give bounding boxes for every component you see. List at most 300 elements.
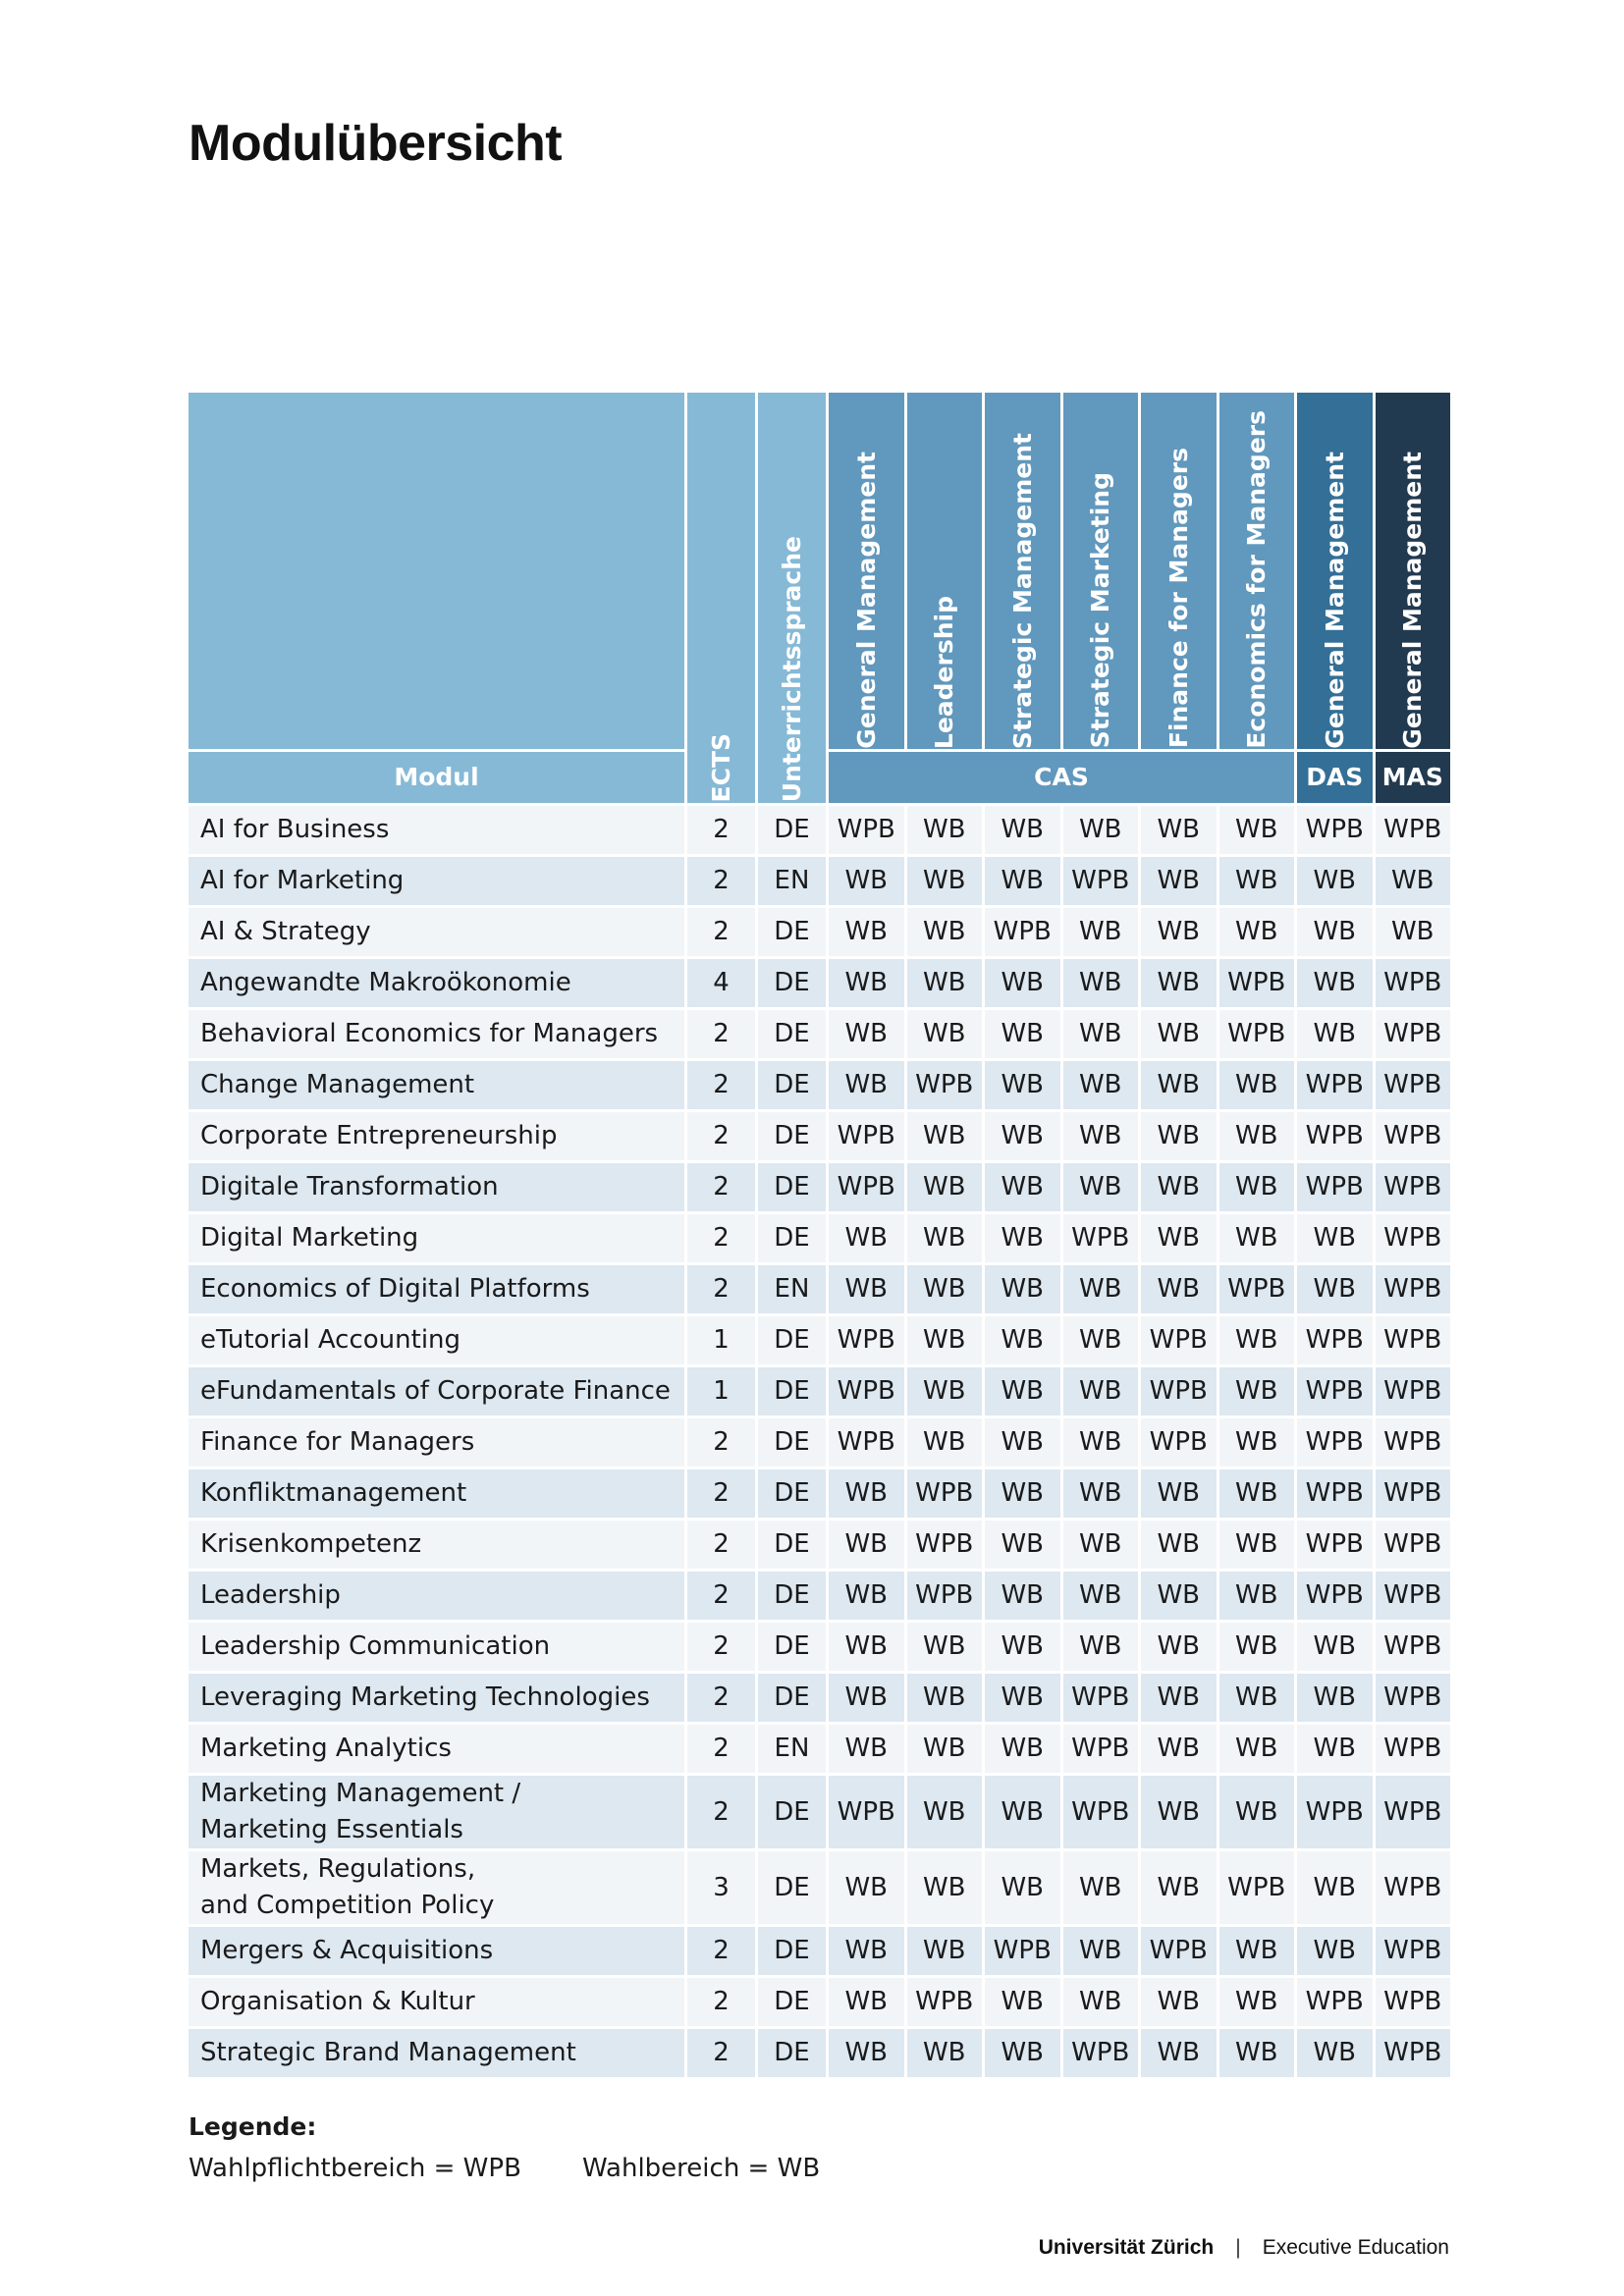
ects-value: 1 <box>687 1364 758 1415</box>
module-name-line: Organisation & Kultur <box>200 1987 475 2017</box>
module-status-cell: WB <box>985 1262 1063 1313</box>
table-row <box>189 1671 1453 1722</box>
language-value: DE <box>758 1518 829 1569</box>
module-name <box>189 1671 687 1722</box>
ects-value: 2 <box>687 1467 758 1518</box>
table-row <box>189 1109 1453 1160</box>
module-status-cell: WB <box>985 1975 1063 2026</box>
module-status-cell: WB <box>829 1620 907 1671</box>
module-status-cell: WB <box>985 1007 1063 1058</box>
module-status-cell: WB <box>1141 1620 1219 1671</box>
module-name-line: Marketing Management / <box>200 1778 521 1808</box>
module-status-cell: WB <box>1297 1262 1376 1313</box>
table-row <box>189 803 1453 854</box>
module-status-cell: WB <box>829 1058 907 1109</box>
page-title: Modulübersicht <box>189 115 563 172</box>
module-status-cell: WB <box>1141 905 1219 956</box>
module-status-cell: WB <box>907 2026 986 2077</box>
table-row <box>189 1518 1453 1569</box>
module-name <box>189 1848 687 1924</box>
module-name-line: AI for Business <box>200 815 390 845</box>
module-status-cell: WPB <box>1297 803 1376 854</box>
module-status-cell: WB <box>829 2026 907 2077</box>
ects-value: 4 <box>687 956 758 1007</box>
language-value: DE <box>758 1415 829 1467</box>
module-status-cell: WB <box>1297 1007 1376 1058</box>
module-status-cell: WB <box>1219 803 1298 854</box>
module-status-cell: WB <box>829 1924 907 1975</box>
module-status-cell: WPB <box>1376 1518 1454 1569</box>
ects-value: 2 <box>687 1160 758 1211</box>
language-value: EN <box>758 1262 829 1313</box>
footer-university: Universität Zürich <box>1038 2236 1215 2259</box>
column-header-cas-leadership: Leadership <box>907 393 986 749</box>
module-status-cell: WPB <box>829 1313 907 1364</box>
module-status-cell: WPB <box>829 1109 907 1160</box>
module-status-cell: WB <box>1141 1058 1219 1109</box>
module-status-cell: WB <box>1141 956 1219 1007</box>
module-status-cell: WB <box>985 1569 1063 1620</box>
module-status-cell: WB <box>1063 1160 1142 1211</box>
module-status-cell: WB <box>829 1262 907 1313</box>
language-value: DE <box>758 1924 829 1975</box>
module-status-cell: WB <box>985 1620 1063 1671</box>
module-status-cell: WPB <box>907 1569 986 1620</box>
ects-value: 2 <box>687 1518 758 1569</box>
module-status-cell: WPB <box>1141 1313 1219 1364</box>
module-status-cell: WB <box>1219 905 1298 956</box>
ects-value: 2 <box>687 1211 758 1262</box>
table-row <box>189 1160 1453 1211</box>
module-status-cell: WPB <box>1297 1364 1376 1415</box>
language-value: DE <box>758 1109 829 1160</box>
module-status-cell: WB <box>985 1415 1063 1467</box>
module-status-cell: WB <box>1219 1569 1298 1620</box>
group-label-mas: MAS <box>1376 749 1454 803</box>
group-label-cas: CAS <box>829 749 1297 803</box>
table-row <box>189 1313 1453 1364</box>
module-name <box>189 1262 687 1313</box>
ects-value: 2 <box>687 1722 758 1773</box>
module-name <box>189 1773 687 1848</box>
module-name <box>189 1924 687 1975</box>
module-status-cell: WB <box>1219 1467 1298 1518</box>
module-status-cell: WB <box>1297 1671 1376 1722</box>
column-header-cas-economics-for-managers: Economics for Managers <box>1219 393 1298 749</box>
module-status-cell: WB <box>829 905 907 956</box>
module-status-cell: WB <box>1219 1160 1298 1211</box>
module-status-cell: WPB <box>1376 1773 1454 1848</box>
module-name-line: Markets, Regulations, <box>200 1853 476 1884</box>
module-name <box>189 1109 687 1160</box>
language-value: DE <box>758 1313 829 1364</box>
module-name <box>189 1722 687 1773</box>
module-status-cell: WPB <box>907 1518 986 1569</box>
module-name-line: Mergers & Acquisitions <box>200 1936 494 1966</box>
module-status-cell: WB <box>1063 1518 1142 1569</box>
module-status-cell: WB <box>1297 2026 1376 2077</box>
module-status-cell: WB <box>829 1211 907 1262</box>
module-status-cell: WPB <box>1376 1262 1454 1313</box>
module-status-cell: WPB <box>985 1924 1063 1975</box>
module-status-cell: WB <box>907 1160 986 1211</box>
module-status-cell: WPB <box>1297 1569 1376 1620</box>
module-status-cell: WB <box>829 1848 907 1924</box>
module-status-cell: WPB <box>829 1415 907 1467</box>
module-status-cell: WB <box>1063 1415 1142 1467</box>
modul-header-blank <box>189 393 687 749</box>
table-row <box>189 956 1453 1007</box>
module-status-cell: WB <box>907 1007 986 1058</box>
module-status-cell: WPB <box>1297 1415 1376 1467</box>
ects-value: 2 <box>687 1058 758 1109</box>
module-status-cell: WPB <box>829 803 907 854</box>
module-status-cell: WB <box>829 1467 907 1518</box>
module-status-cell: WPB <box>1063 2026 1142 2077</box>
module-name-line: Krisenkompetenz <box>200 1529 422 1560</box>
module-status-cell: WB <box>829 854 907 905</box>
module-name-line: Change Management <box>200 1070 475 1100</box>
module-status-cell: WPB <box>1376 1975 1454 2026</box>
module-status-cell: WB <box>985 854 1063 905</box>
module-status-cell: WB <box>907 1211 986 1262</box>
module-status-cell: WB <box>1063 1007 1142 1058</box>
module-status-cell: WB <box>1063 1848 1142 1924</box>
module-name-line: and Competition Policy <box>200 1890 495 1920</box>
language-value: DE <box>758 1975 829 2026</box>
module-status-cell: WB <box>985 1773 1063 1848</box>
column-header-cas-strategic-marketing: Strategic Marketing <box>1063 393 1142 749</box>
module-status-cell: WB <box>1063 905 1142 956</box>
module-status-cell: WB <box>829 1671 907 1722</box>
sprache-header-label: Unterrichtssprache <box>778 536 806 803</box>
module-status-cell: WB <box>907 905 986 956</box>
module-status-cell: WB <box>1141 1569 1219 1620</box>
ects-value: 2 <box>687 1773 758 1848</box>
module-rows <box>189 803 1453 2077</box>
module-status-cell: WPB <box>907 1058 986 1109</box>
module-status-cell: WB <box>1297 1722 1376 1773</box>
module-name <box>189 1467 687 1518</box>
module-status-cell: WB <box>1141 1722 1219 1773</box>
module-status-cell: WB <box>907 1364 986 1415</box>
language-value: DE <box>758 1364 829 1415</box>
ects-value: 2 <box>687 1671 758 1722</box>
table-row <box>189 854 1453 905</box>
legend-title: Legende: <box>189 2112 317 2141</box>
module-status-cell: WB <box>829 1722 907 1773</box>
module-status-cell: WB <box>829 1518 907 1569</box>
module-status-cell: WPB <box>1219 1848 1298 1924</box>
table-row <box>189 2026 1453 2077</box>
module-status-cell: WPB <box>1376 803 1454 854</box>
module-status-cell: WB <box>1063 1569 1142 1620</box>
module-name-line: Leadership <box>200 1580 341 1611</box>
language-value: DE <box>758 1569 829 1620</box>
module-status-cell: WB <box>907 1924 986 1975</box>
module-status-cell: WB <box>1063 956 1142 1007</box>
language-value: DE <box>758 1007 829 1058</box>
table-row <box>189 1211 1453 1262</box>
module-status-cell: WB <box>1141 1211 1219 1262</box>
module-name <box>189 1313 687 1364</box>
language-value: DE <box>758 1467 829 1518</box>
module-status-cell: WB <box>1141 1007 1219 1058</box>
module-status-cell: WPB <box>985 905 1063 956</box>
module-status-cell: WB <box>1376 905 1454 956</box>
module-status-cell: WB <box>985 1211 1063 1262</box>
module-name <box>189 1007 687 1058</box>
ects-value: 3 <box>687 1848 758 1924</box>
language-value: DE <box>758 2026 829 2077</box>
module-status-cell: WPB <box>1376 956 1454 1007</box>
ects-header-label: ECTS <box>707 733 735 803</box>
module-status-cell: WPB <box>1297 1518 1376 1569</box>
language-value: DE <box>758 1620 829 1671</box>
module-name-line: Leadership Communication <box>200 1631 551 1662</box>
module-status-cell: WB <box>1297 854 1376 905</box>
module-status-cell: WB <box>1141 854 1219 905</box>
module-status-cell: WB <box>1063 1467 1142 1518</box>
ects-value: 2 <box>687 1569 758 1620</box>
module-status-cell: WB <box>985 1722 1063 1773</box>
language-value: DE <box>758 1773 829 1848</box>
module-status-cell: WB <box>907 1722 986 1773</box>
module-status-cell: WB <box>1063 1975 1142 2026</box>
module-status-cell: WPB <box>1063 1722 1142 1773</box>
module-name <box>189 1975 687 2026</box>
table-row <box>189 1975 1453 2026</box>
module-status-cell: WB <box>1063 1262 1142 1313</box>
table-row <box>189 1620 1453 1671</box>
module-status-cell: WPB <box>1141 1364 1219 1415</box>
module-status-cell: WB <box>907 854 986 905</box>
column-header-mas-general-management: General Management <box>1376 393 1454 749</box>
module-status-cell: WB <box>1141 2026 1219 2077</box>
module-status-cell: WB <box>1219 1211 1298 1262</box>
ects-value: 2 <box>687 1007 758 1058</box>
module-status-cell: WB <box>985 1467 1063 1518</box>
module-status-cell: WB <box>985 1518 1063 1569</box>
ects-value: 2 <box>687 2026 758 2077</box>
table-row <box>189 1364 1453 1415</box>
module-status-cell: WB <box>985 1364 1063 1415</box>
module-status-cell: WB <box>985 956 1063 1007</box>
modul-header-label: Modul <box>189 749 687 803</box>
module-name <box>189 905 687 956</box>
module-status-cell: WB <box>1063 803 1142 854</box>
module-status-cell: WB <box>985 1848 1063 1924</box>
module-status-cell: WPB <box>1141 1924 1219 1975</box>
module-name-line: AI & Strategy <box>200 917 371 947</box>
ects-value: 2 <box>687 1620 758 1671</box>
module-name <box>189 2026 687 2077</box>
module-status-cell: WPB <box>1219 1007 1298 1058</box>
module-status-cell: WB <box>985 803 1063 854</box>
table-row <box>189 1722 1453 1773</box>
ects-value: 2 <box>687 905 758 956</box>
module-status-cell: WB <box>1297 1211 1376 1262</box>
module-status-cell: WB <box>1141 1467 1219 1518</box>
module-name-line: eFundamentals of Corporate Finance <box>200 1376 671 1407</box>
language-value: DE <box>758 1160 829 1211</box>
module-status-cell: WB <box>907 1415 986 1467</box>
module-status-cell: WPB <box>1376 1671 1454 1722</box>
module-status-cell: WPB <box>1376 1160 1454 1211</box>
table-row <box>189 1262 1453 1313</box>
footer-unit: Executive Education <box>1262 2236 1449 2259</box>
module-status-cell: WB <box>1063 1109 1142 1160</box>
module-name <box>189 1058 687 1109</box>
module-status-cell: WPB <box>1141 1415 1219 1467</box>
module-status-cell: WPB <box>1297 1058 1376 1109</box>
module-status-cell: WB <box>1219 1620 1298 1671</box>
group-label-das: DAS <box>1297 749 1376 803</box>
module-status-cell: WPB <box>1219 1262 1298 1313</box>
module-status-cell: WB <box>1063 1620 1142 1671</box>
module-status-cell: WPB <box>1376 1467 1454 1518</box>
ects-value: 2 <box>687 1109 758 1160</box>
module-status-cell: WB <box>1141 1848 1219 1924</box>
table-row <box>189 1569 1453 1620</box>
module-status-cell: WB <box>907 1773 986 1848</box>
module-status-cell: WPB <box>1297 1313 1376 1364</box>
module-status-cell: WB <box>1219 1518 1298 1569</box>
module-status-cell: WB <box>907 956 986 1007</box>
module-status-cell: WB <box>829 1975 907 2026</box>
module-status-cell: WB <box>1297 1620 1376 1671</box>
module-status-cell: WB <box>1219 1671 1298 1722</box>
module-name-line: Angewandte Makroökonomie <box>200 968 571 998</box>
module-status-cell: WPB <box>1376 1109 1454 1160</box>
table-row <box>189 1415 1453 1467</box>
module-status-cell: WPB <box>1297 1773 1376 1848</box>
language-value: EN <box>758 854 829 905</box>
module-status-cell: WB <box>985 1109 1063 1160</box>
column-header-cas-finance-for-managers: Finance for Managers <box>1141 393 1219 749</box>
module-status-cell: WPB <box>829 1160 907 1211</box>
module-status-cell: WB <box>1141 1160 1219 1211</box>
module-status-cell: WB <box>985 1671 1063 1722</box>
module-name-line: Leveraging Marketing Technologies <box>200 1682 650 1713</box>
module-status-cell: WB <box>1219 1975 1298 2026</box>
language-value: DE <box>758 803 829 854</box>
module-name <box>189 956 687 1007</box>
footer-separator: | <box>1235 2236 1241 2259</box>
module-name-line: Digital Marketing <box>200 1223 419 1254</box>
module-name-line: Digitale Transformation <box>200 1172 499 1202</box>
module-status-cell: WB <box>1297 956 1376 1007</box>
module-status-cell: WB <box>985 1160 1063 1211</box>
sprache-header <box>758 393 829 803</box>
ects-value: 2 <box>687 1262 758 1313</box>
module-status-cell: WB <box>1063 1364 1142 1415</box>
language-value: DE <box>758 1211 829 1262</box>
module-name <box>189 1364 687 1415</box>
ects-value: 2 <box>687 854 758 905</box>
module-status-cell: WPB <box>1376 1211 1454 1262</box>
language-value: DE <box>758 1058 829 1109</box>
module-name-line: Corporate Entrepreneurship <box>200 1121 558 1151</box>
module-status-cell: WPB <box>1376 1722 1454 1773</box>
module-status-cell: WB <box>1219 1109 1298 1160</box>
language-value: DE <box>758 956 829 1007</box>
module-status-cell: WB <box>1219 854 1298 905</box>
module-status-cell: WPB <box>1219 956 1298 1007</box>
column-header-cas-general-management: General Management <box>829 393 907 749</box>
module-status-cell: WB <box>1141 1262 1219 1313</box>
module-name <box>189 1415 687 1467</box>
module-status-cell: WB <box>1063 1058 1142 1109</box>
module-status-cell: WB <box>907 1313 986 1364</box>
language-value: DE <box>758 1848 829 1924</box>
module-status-cell: WB <box>829 956 907 1007</box>
ects-value: 1 <box>687 1313 758 1364</box>
ects-value: 2 <box>687 1924 758 1975</box>
module-status-cell: WB <box>985 1313 1063 1364</box>
legend-wpb: Wahlpflichtbereich = WPB <box>189 2154 521 2183</box>
module-name <box>189 1160 687 1211</box>
language-value: DE <box>758 905 829 956</box>
module-name <box>189 803 687 854</box>
module-status-cell: WPB <box>1376 1364 1454 1415</box>
module-status-cell: WPB <box>907 1975 986 2026</box>
module-table <box>189 393 1453 2077</box>
module-status-cell: WB <box>907 1620 986 1671</box>
module-status-cell: WPB <box>1297 1467 1376 1518</box>
module-status-cell: WPB <box>1376 1569 1454 1620</box>
table-row <box>189 1773 1453 1848</box>
module-name-line: Marketing Essentials <box>200 1814 463 1844</box>
module-status-cell: WPB <box>1376 1620 1454 1671</box>
module-status-cell: WPB <box>1063 854 1142 905</box>
module-name-line: Strategic Brand Management <box>200 2038 576 2068</box>
table-row <box>189 1924 1453 1975</box>
module-status-cell: WPB <box>1063 1671 1142 1722</box>
module-status-cell: WB <box>1219 1058 1298 1109</box>
table-row <box>189 1007 1453 1058</box>
module-status-cell: WB <box>1219 1924 1298 1975</box>
module-status-cell: WB <box>985 2026 1063 2077</box>
table-row <box>189 1058 1453 1109</box>
module-status-cell: WB <box>1219 1364 1298 1415</box>
module-status-cell: WB <box>1063 1313 1142 1364</box>
table-row <box>189 905 1453 956</box>
module-status-cell: WPB <box>1376 2026 1454 2077</box>
module-status-cell: WB <box>907 1848 986 1924</box>
module-status-cell: WB <box>985 1058 1063 1109</box>
module-name <box>189 1211 687 1262</box>
module-status-cell: WPB <box>1376 1415 1454 1467</box>
module-name-line: Konfliktmanagement <box>200 1478 467 1509</box>
module-status-cell: WPB <box>1376 1313 1454 1364</box>
module-status-cell: WB <box>1219 1313 1298 1364</box>
module-status-cell: WB <box>1219 1415 1298 1467</box>
ects-value: 2 <box>687 803 758 854</box>
module-status-cell: WB <box>907 1671 986 1722</box>
module-status-cell: WB <box>907 1262 986 1313</box>
module-status-cell: WB <box>907 1109 986 1160</box>
column-header-das-general-management: General Management <box>1297 393 1376 749</box>
module-status-cell: WB <box>829 1569 907 1620</box>
module-name-line: Economics of Digital Platforms <box>200 1274 590 1305</box>
module-name-line: Finance for Managers <box>200 1427 475 1458</box>
module-name <box>189 854 687 905</box>
table-row <box>189 1848 1453 1924</box>
module-status-cell: WPB <box>1376 1848 1454 1924</box>
module-name-line: Behavioral Economics for Managers <box>200 1019 659 1049</box>
module-name-line: AI for Marketing <box>200 866 405 896</box>
